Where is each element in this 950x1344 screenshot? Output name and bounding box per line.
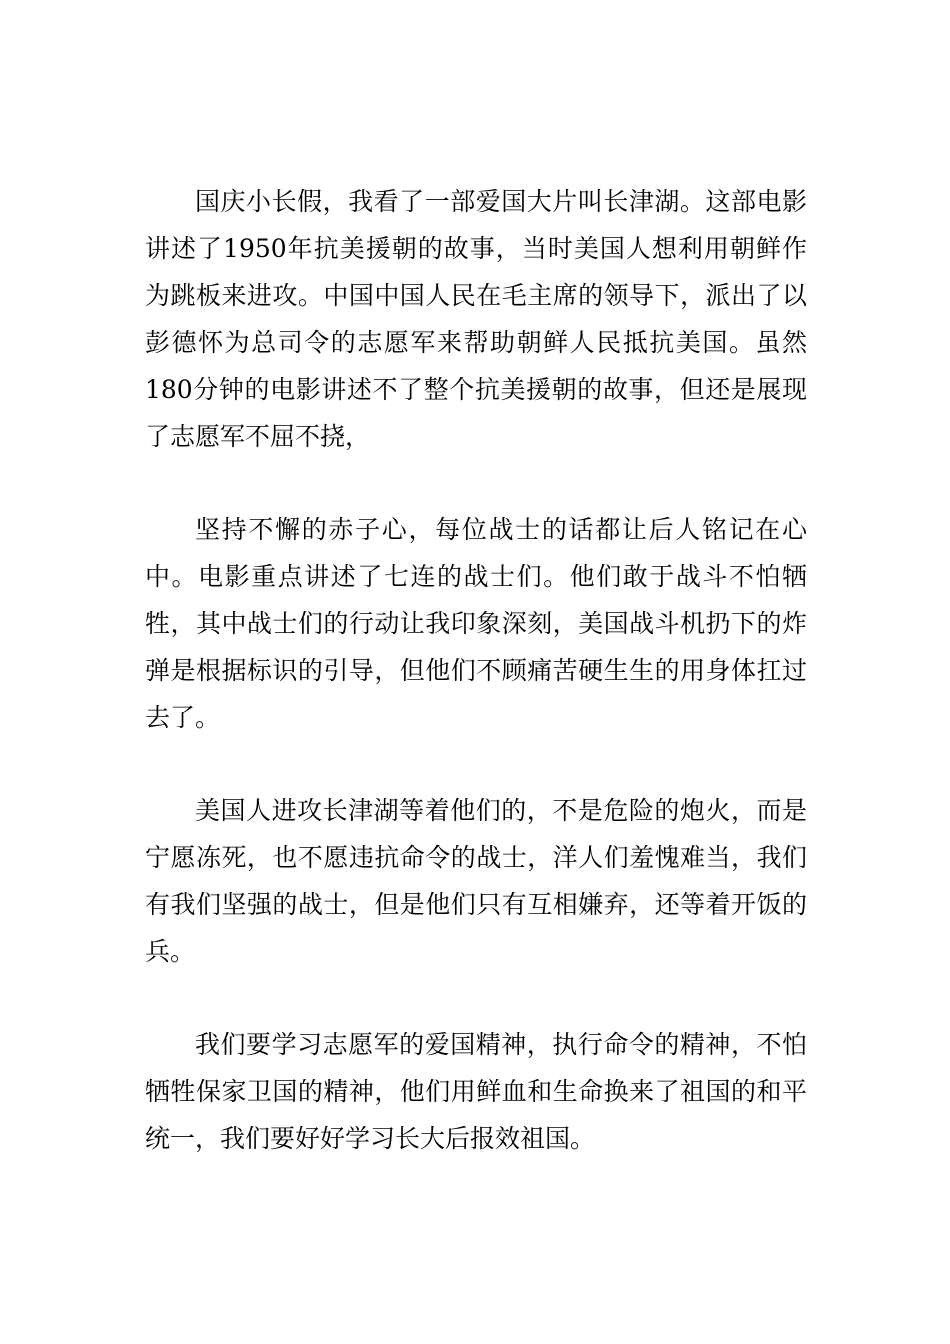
document-body <box>145 178 807 1162</box>
paragraph-2: 坚持不懈的赤子心，每位战士的话都让后人铭记在心中。电影重点讲述了七连的战士们。他们敢于战斗不怕牺牲，其中战士们的行动让我印象深刻，美国战斗机扔下的炸弹是根据标识的引导，但他们不顾痛苦硬生生的用身体扛过去了。 <box>145 515 807 732</box>
paragraph-3: 美国人进攻长津湖等着他们的，不是危险的炮火，而是宁愿冻死，也不愿违抗命令的战士，洋人们羞愧难当，我们有我们坚强的战士，但是他们只有互相嫌弃，还等着开饭的兵。 <box>145 796 807 966</box>
paragraph-1: 国庆小长假，我看了一部爱国大片叫长津湖。这部电影讲述了1950年抗美援朝的故事，当时美国人想利用朝鲜作为跳板来进攻。中国中国人民在毛主席的领导下，派出了以彭德怀为总司令的志愿军来帮助朝鲜人民抵抗美国。虽然180分钟的电影讲述不了整个抗美援朝的故事，但还是展现了志愿军不屈不挠， <box>145 187 807 451</box>
paragraph-4: 我们要学习志愿军的爱国精神，执行命令的精神，不怕牺牲保家卫国的精神，他们用鲜血和生命换来了祖国的和平统一，我们要好好学习长大后报效祖国。 <box>145 1030 807 1153</box>
